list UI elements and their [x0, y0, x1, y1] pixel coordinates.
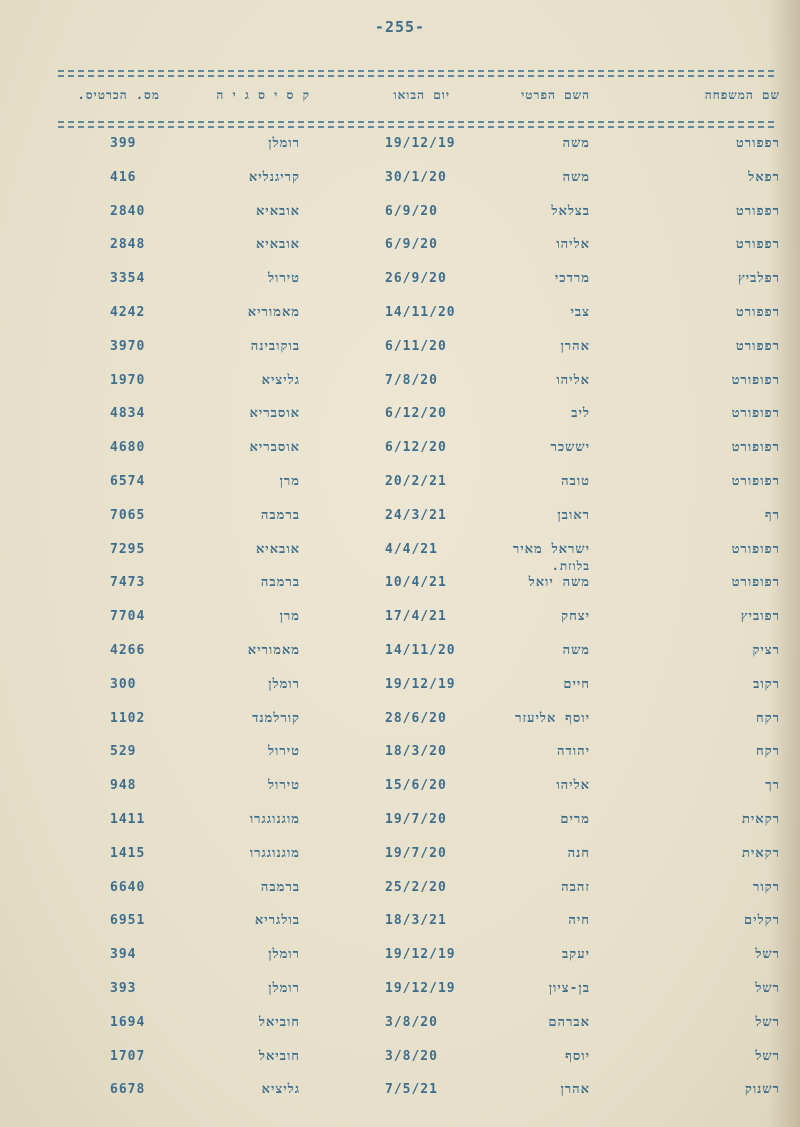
table-header	[40, 88, 780, 112]
arrival-date-cell: 19/7/20	[385, 811, 447, 827]
given-name-cell	[513, 542, 590, 574]
country-cell: אובאיא	[255, 541, 300, 557]
table-row	[40, 542, 780, 576]
given-name-line: יצחק	[561, 609, 590, 625]
table-row	[40, 1082, 780, 1116]
header-family-name: שם המשפחה	[704, 88, 780, 102]
given-name-cell	[529, 575, 590, 591]
country-cell: אוסבריא	[249, 406, 300, 422]
arrival-date-cell: 7/5/21	[385, 1082, 438, 1098]
given-name-line: יוסף	[565, 1048, 590, 1064]
cert-number-cell: 7473	[110, 575, 146, 591]
cert-number-cell: 399	[110, 136, 137, 151]
table-row	[40, 339, 780, 373]
given-name-line: אהרן	[560, 338, 590, 354]
cert-number-cell: 4680	[110, 440, 146, 456]
table-body	[40, 136, 780, 1116]
given-name-line: ראובן	[557, 507, 590, 523]
arrival-date-cell: 17/4/21	[385, 609, 447, 625]
table-row	[40, 204, 780, 238]
given-name-line: צבי	[570, 304, 590, 320]
given-name-cell	[556, 778, 590, 794]
country-cell: מוגנוגגרו	[249, 845, 300, 861]
family-name-cell: רפופורט	[731, 473, 780, 489]
family-name-cell: רקור	[752, 879, 780, 895]
given-name-line: משה	[562, 642, 590, 658]
table-row	[40, 711, 780, 745]
country-cell: קורלמנד	[252, 710, 300, 726]
table-row	[40, 677, 780, 711]
given-name-cell	[568, 913, 590, 929]
given-name-cell	[568, 846, 590, 862]
family-name-cell: רשל	[755, 947, 780, 963]
arrival-date-cell: 6/12/20	[385, 440, 447, 456]
given-name-line: ישראל מאיר	[512, 541, 590, 557]
header-given-name: השם הפרטי	[521, 88, 590, 102]
family-name-cell: רפופורט	[731, 372, 780, 388]
country-cell: בולגריא	[254, 913, 300, 929]
country-cell: טירול	[267, 271, 300, 287]
given-name-line: משה	[562, 136, 590, 151]
country-cell: מאמוריא	[247, 304, 300, 320]
family-name-cell: רקאית	[741, 845, 780, 861]
table-row	[40, 812, 780, 846]
given-name-line: יעקב	[562, 947, 590, 963]
country-cell: חוביאל	[258, 1048, 300, 1064]
given-name-line: זהבה	[561, 879, 590, 895]
family-name-cell: רקח	[755, 744, 780, 760]
cert-number-cell: 7704	[110, 609, 146, 625]
family-name-cell: רפפורט	[735, 304, 780, 320]
family-name-cell: רקח	[755, 710, 780, 726]
table-row	[40, 406, 780, 440]
given-name-line: ליב	[571, 406, 590, 422]
family-name-cell: רף	[764, 507, 780, 523]
given-name-cell	[548, 1015, 590, 1031]
arrival-date-cell: 20/2/21	[385, 473, 447, 489]
arrival-date-cell: 19/7/20	[385, 845, 447, 861]
given-name-line: מרדכי	[554, 271, 590, 287]
table-row	[40, 1015, 780, 1049]
cert-number-cell: 1694	[110, 1014, 146, 1030]
cert-number-cell: 7065	[110, 507, 146, 523]
table-row	[40, 913, 780, 947]
given-name-cell	[565, 1049, 590, 1065]
given-name-cell	[571, 305, 591, 321]
given-name-line: אברהם	[548, 1014, 590, 1030]
given-name-cell	[557, 744, 590, 760]
cert-number-cell: 1707	[110, 1048, 146, 1064]
arrival-date-cell: 15/6/20	[385, 778, 447, 794]
table-row	[40, 643, 780, 677]
cert-number-cell: 529	[110, 744, 137, 760]
table-row	[40, 440, 780, 474]
table-row	[40, 170, 780, 204]
header-rule-double	[58, 126, 774, 128]
arrival-date-cell: 6/9/20	[385, 203, 438, 219]
cert-number-cell: 7295	[110, 541, 146, 557]
cert-number-cell: 3354	[110, 271, 146, 287]
arrival-date-cell: 6/9/20	[385, 237, 438, 253]
table-row	[40, 981, 780, 1015]
country-cell: רומלן	[268, 676, 300, 692]
cert-number-cell: 394	[110, 947, 137, 963]
table-row	[40, 373, 780, 407]
page-number: -255-	[374, 18, 426, 36]
arrival-date-cell: 19/12/19	[385, 980, 456, 996]
table-row	[40, 305, 780, 339]
arrival-date-cell: 14/11/20	[385, 642, 456, 658]
arrival-date-cell: 18/3/20	[385, 744, 447, 760]
arrival-date-cell: 6/12/20	[385, 406, 447, 422]
header-cert-number: מס. הכרטיס.	[77, 88, 160, 102]
table-row	[40, 609, 780, 643]
cert-number-cell: 6574	[110, 473, 146, 489]
arrival-date-cell: 19/12/19	[385, 676, 456, 692]
family-name-cell: רשנוק	[744, 1082, 780, 1098]
given-name-line: אליהו	[556, 778, 590, 794]
header-country: ק ס י ס ג י ה	[216, 88, 310, 102]
given-name-cell	[563, 643, 590, 659]
arrival-date-cell: 14/11/20	[385, 304, 456, 320]
country-cell: מרן	[279, 473, 300, 489]
given-name-line: משה	[562, 169, 590, 185]
table-row	[40, 778, 780, 812]
given-name-line: חיים	[563, 676, 590, 692]
arrival-date-cell: 18/3/21	[385, 913, 447, 929]
given-name-line: טובה	[561, 473, 590, 489]
family-name-cell: רשל	[755, 1048, 780, 1064]
cert-number-cell: 393	[110, 980, 137, 996]
country-cell: רומלן	[268, 947, 300, 963]
family-name-cell: רך	[765, 778, 780, 794]
table-row	[40, 508, 780, 542]
arrival-date-cell: 10/4/21	[385, 575, 447, 591]
given-name-cell	[556, 237, 590, 253]
arrival-date-cell: 7/8/20	[385, 372, 438, 388]
given-name-cell	[556, 373, 590, 389]
given-name-line: בצלאל	[551, 203, 590, 219]
family-name-cell: רפופורט	[731, 406, 780, 422]
given-name-line: יהודה	[557, 744, 590, 760]
table-row	[40, 880, 780, 914]
given-name-line: משה יואל	[528, 575, 590, 591]
country-cell: מאמוריא	[247, 642, 300, 658]
country-cell: אובאיא	[255, 203, 300, 219]
cert-number-cell: 2840	[110, 203, 146, 219]
arrival-date-cell: 19/12/19	[385, 136, 456, 151]
cert-number-cell: 4834	[110, 406, 146, 422]
country-cell: גליציא	[261, 372, 300, 388]
family-name-cell: רפאל	[748, 169, 780, 185]
given-name-cell	[562, 947, 590, 963]
country-cell: מרן	[279, 609, 300, 625]
given-name-line: חיה	[568, 913, 590, 929]
table-row	[40, 744, 780, 778]
cert-number-cell: 1415	[110, 845, 146, 861]
given-name-cell	[560, 812, 590, 828]
given-name-line: אליהו	[556, 237, 590, 253]
table-row	[40, 947, 780, 981]
given-name-cell	[561, 609, 590, 625]
given-name-cell	[563, 677, 590, 693]
family-name-cell: רפפורט	[735, 338, 780, 354]
table-row	[40, 271, 780, 305]
table-row	[40, 136, 780, 170]
country-cell: ברמבה	[260, 507, 300, 523]
cert-number-cell: 3970	[110, 338, 146, 354]
family-name-cell: רפוביץ	[740, 609, 780, 625]
given-name-cell	[515, 711, 590, 727]
given-name-cell	[563, 136, 590, 152]
cert-number-cell: 6951	[110, 913, 146, 929]
country-cell: ברמבה	[260, 575, 300, 591]
given-name-cell	[549, 981, 590, 997]
top-rule	[58, 70, 774, 72]
country-cell: אובאיא	[255, 237, 300, 253]
family-name-cell: רשל	[755, 1014, 780, 1030]
country-cell: אוסבריא	[249, 440, 300, 456]
given-name-line: חנה	[567, 845, 590, 861]
given-name-cell	[563, 170, 590, 186]
header-rule	[58, 121, 774, 123]
family-name-cell: רקוב	[753, 676, 780, 692]
table-row	[40, 474, 780, 508]
top-rule-double	[58, 75, 774, 77]
cert-number-cell: 6678	[110, 1082, 146, 1098]
given-name-cell	[561, 880, 590, 896]
arrival-date-cell: 6/11/20	[385, 338, 447, 354]
cert-number-cell: 1102	[110, 710, 146, 726]
arrival-date-cell: 4/4/21	[385, 541, 438, 557]
country-cell: רומלן	[268, 980, 300, 996]
family-name-cell: רפופורט	[731, 440, 780, 456]
arrival-date-cell: 19/12/19	[385, 947, 456, 963]
country-cell: קריגנליא	[248, 169, 300, 185]
given-name-line: יוסף אליעזר	[515, 710, 590, 726]
country-cell: מוגנוגגרו	[249, 811, 300, 827]
country-cell: רומלן	[268, 136, 300, 151]
arrival-date-cell: 24/3/21	[385, 507, 447, 523]
header-arrival-date: יום הבואו	[393, 88, 450, 102]
given-name-line: יששכר	[550, 440, 590, 456]
family-name-cell: רפופורט	[731, 575, 780, 591]
country-cell: טירול	[267, 778, 300, 794]
family-name-cell: רציק	[752, 642, 780, 658]
cert-number-cell: 1970	[110, 372, 146, 388]
family-name-cell: רפפורט	[735, 136, 780, 151]
family-name-cell: רפופורט	[731, 541, 780, 557]
family-name-cell: רפפורט	[735, 237, 780, 253]
table-row	[40, 237, 780, 271]
family-name-cell: רפפורט	[735, 203, 780, 219]
family-name-cell: רקאית	[741, 811, 780, 827]
country-cell: בוקובינה	[250, 338, 300, 354]
given-name-cell	[555, 271, 590, 287]
arrival-date-cell: 3/8/20	[385, 1014, 438, 1030]
given-name-cell	[557, 508, 590, 524]
given-name-line: אליהו	[556, 372, 590, 388]
cert-number-cell: 2848	[110, 237, 146, 253]
table-row	[40, 1049, 780, 1083]
family-name-cell: רקלים	[744, 913, 780, 929]
country-cell: ברמבה	[260, 879, 300, 895]
given-name-cell	[560, 339, 590, 355]
cert-number-cell: 948	[110, 778, 137, 794]
table-row	[40, 846, 780, 880]
cert-number-cell: 6640	[110, 879, 146, 895]
given-name-cell	[550, 440, 590, 456]
given-name-cell	[561, 474, 590, 490]
table-row	[40, 575, 780, 609]
country-cell: חוביאל	[258, 1014, 300, 1030]
cert-number-cell: 300	[110, 676, 137, 692]
given-name-cell	[560, 1082, 590, 1098]
country-cell: גליציא	[261, 1082, 300, 1098]
arrival-date-cell: 30/1/20	[385, 169, 447, 185]
family-name-cell: רפלביץ	[738, 271, 780, 287]
given-name-cell	[571, 406, 590, 422]
given-name-cell	[551, 204, 590, 220]
country-cell: טירול	[267, 744, 300, 760]
given-name-continuation: בלוזת.	[551, 558, 590, 573]
arrival-date-cell: 25/2/20	[385, 879, 447, 895]
given-name-line: מרים	[560, 811, 590, 827]
cert-number-cell: 4266	[110, 642, 146, 658]
arrival-date-cell: 26/9/20	[385, 271, 447, 287]
arrival-date-cell: 28/6/20	[385, 710, 447, 726]
family-name-cell: רשל	[755, 980, 780, 996]
given-name-line: בן-ציון	[548, 980, 590, 996]
arrival-date-cell: 3/8/20	[385, 1048, 438, 1064]
cert-number-cell: 416	[110, 169, 137, 185]
cert-number-cell: 1411	[110, 811, 146, 827]
given-name-line: אהרן	[560, 1082, 590, 1098]
cert-number-cell: 4242	[110, 304, 146, 320]
